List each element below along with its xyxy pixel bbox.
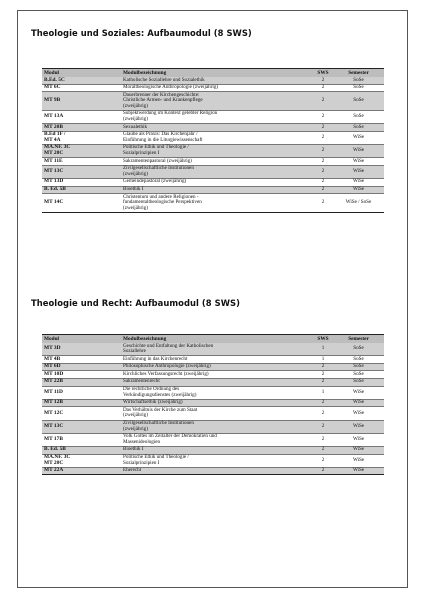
module-code-line: MT 11E — [44, 157, 63, 164]
module-semester: WiSe — [333, 144, 384, 157]
table-row — [42, 433, 384, 446]
module-name-line: Bioethik I — [123, 186, 144, 192]
module-name — [121, 165, 313, 178]
module-code — [42, 343, 121, 356]
table-row — [42, 467, 384, 475]
module-sws: 2 — [313, 454, 333, 467]
module-code-line: B. Ed. 5B — [44, 186, 66, 192]
module-name-line: Zivilgesellschaftliche Institutionen — [123, 165, 194, 172]
module-code — [42, 420, 121, 433]
module-code-line: MT 20B — [44, 123, 63, 130]
module-semester: WiSe — [333, 386, 384, 399]
module-code-line: MT 3D — [44, 345, 61, 352]
module-name-line: Geschichte und Entfaltung der Katholischen — [123, 342, 214, 349]
module-code — [42, 378, 121, 386]
module-name — [121, 84, 313, 92]
module-name-line: (zweijährig) — [123, 412, 148, 419]
module-sws: 2 — [313, 186, 333, 194]
module-sws: 2 — [313, 407, 333, 420]
table-header-row — [42, 335, 384, 344]
module-code — [42, 110, 121, 123]
section-theologie-soziales — [31, 28, 392, 211]
table-row — [42, 178, 384, 186]
module-semester: WiSe — [333, 420, 384, 433]
module-code — [42, 433, 121, 446]
module-code — [42, 77, 121, 84]
module-name-line: Philosophische Anthropologie (zweijährig) — [123, 363, 211, 370]
header-modulbezeichnung: Modulbezeichnung — [121, 69, 313, 78]
module-semester: WiSe — [333, 131, 384, 144]
header-semester: Semester — [333, 69, 384, 78]
module-name-line: Christliche Armen- und Krankenpflege — [123, 97, 203, 104]
module-sws: 2 — [313, 194, 333, 213]
module-name-line: Moraltheologische Anthropologie (zweijährig) — [123, 84, 219, 91]
module-name — [121, 144, 313, 157]
module-semester: SoSe — [333, 356, 384, 364]
module-sws: 1 — [313, 386, 333, 399]
module-code — [42, 84, 121, 92]
module-code-line: MT 22B — [44, 378, 63, 385]
module-semester: WiSe — [333, 454, 384, 467]
module-code — [42, 407, 121, 420]
module-sws: 2 — [313, 378, 333, 386]
module-name-line: Subjektwerdung im Kontext gelebter Religion — [123, 110, 218, 117]
module-name — [121, 92, 313, 111]
module-sws: 2 — [313, 131, 333, 144]
table-row — [42, 110, 384, 123]
module-code-line: MT 10D — [44, 370, 64, 377]
module-name — [121, 371, 313, 379]
module-semester: SoSe — [333, 110, 384, 123]
module-name-line: Sozialprinzipien I — [123, 459, 160, 466]
module-semester: WiSe — [333, 467, 384, 475]
module-name-line: Bioethik I — [123, 446, 144, 453]
table-row — [42, 378, 384, 386]
module-name-line: (zweijährig) — [123, 204, 148, 211]
module-sws: 2 — [313, 420, 333, 433]
module-name-line: Glaube als Praxis: Das Kirchenjahr / — [123, 131, 198, 138]
header-sws: SWS — [313, 69, 333, 78]
module-code-line: MT 11D — [44, 388, 63, 395]
module-sws: 2 — [313, 124, 333, 132]
table-row — [42, 371, 384, 379]
module-code-line: MA.NF. 3C — [44, 454, 71, 460]
module-code-line: MT 20C — [44, 459, 64, 466]
module-name — [121, 407, 313, 420]
module-name-line: Einführung in das Kirchenrecht — [123, 355, 188, 362]
module-sws: 2 — [313, 92, 333, 111]
module-name-line: Gemeindepastoral (zweijährig) — [123, 178, 187, 185]
module-name-line: fundamentaltheologische Perspektiven — [123, 199, 202, 206]
module-sws: 2 — [313, 178, 333, 186]
module-name-line: Einführung in die Liturgiewissenschaft — [123, 136, 203, 143]
module-code — [42, 144, 121, 157]
module-sws: 2 — [313, 144, 333, 157]
module-name-line: Eherecht — [123, 467, 142, 474]
module-name-line: Massenideologien — [123, 438, 161, 445]
module-semester: SoSe — [333, 77, 384, 84]
module-name — [121, 378, 313, 386]
module-semester: WiSe — [333, 186, 384, 194]
module-code — [42, 371, 121, 379]
module-name-line: Sakramentenrecht — [123, 378, 160, 385]
module-code — [42, 446, 121, 454]
module-code-line: MT 17B — [44, 436, 63, 443]
module-semester: SoSe — [333, 378, 384, 386]
module-code-line: MT 12C — [44, 409, 64, 416]
module-code — [42, 178, 121, 186]
module-name — [121, 363, 313, 371]
module-code-line: B. Ed. 5B — [44, 446, 66, 453]
table-row — [42, 386, 384, 399]
module-name — [121, 467, 313, 475]
module-code-line: MT 13A — [44, 113, 64, 120]
module-sws: 2 — [313, 446, 333, 454]
module-code-line: MT 12B — [44, 399, 63, 406]
module-semester: WiSe — [333, 407, 384, 420]
table-row — [42, 144, 384, 157]
module-sws: 2 — [313, 84, 333, 92]
module-sws: 2 — [313, 399, 333, 407]
module-sws: 1 — [313, 343, 333, 356]
module-name — [121, 420, 313, 433]
module-semester: WiSe — [333, 433, 384, 446]
module-semester: WiSe — [333, 178, 384, 186]
module-code-line: MT 6D — [44, 363, 61, 370]
module-name — [121, 110, 313, 123]
table-row — [42, 420, 384, 433]
module-name-line: Die rechtliche Ordnung des — [123, 386, 180, 393]
module-semester: SoSe — [333, 84, 384, 92]
module-code — [42, 386, 121, 399]
module-name-line: Sozialprinzipien I — [123, 150, 160, 157]
module-table — [42, 68, 384, 213]
module-name — [121, 446, 313, 454]
module-code — [42, 158, 121, 166]
module-sws: 2 — [313, 77, 333, 84]
module-name-line: Sexualethik — [123, 123, 148, 130]
table-row — [42, 84, 384, 92]
module-name — [121, 399, 313, 407]
module-sws: 2 — [313, 371, 333, 379]
table-row — [42, 124, 384, 132]
module-sws: 2 — [313, 158, 333, 166]
table-row — [42, 446, 384, 454]
table-header-row — [42, 69, 384, 78]
header-modulbezeichnung: Modulbezeichnung — [121, 335, 313, 344]
module-code — [42, 165, 121, 178]
table-row — [42, 356, 384, 364]
module-code-line: MT 22A — [44, 467, 64, 474]
module-code-line: MT 14C — [44, 199, 64, 206]
module-name-line: Das Verhältnis der Kirche zum Staat — [123, 406, 198, 413]
table-row — [42, 131, 384, 144]
module-semester: SoSe — [333, 343, 384, 356]
module-semester: WiSe — [333, 158, 384, 166]
module-semester: SoSe — [333, 371, 384, 379]
module-name-line: Katholische Soziallehre und Sozialethik — [123, 76, 205, 83]
module-code — [42, 467, 121, 475]
module-code-line: MT 6C — [44, 84, 61, 91]
module-sws: 2 — [313, 363, 333, 371]
module-semester: WiSe — [333, 399, 384, 407]
header-modul: Modul — [42, 335, 121, 344]
module-semester: WiSe — [333, 165, 384, 178]
header-semester: Semester — [333, 335, 384, 344]
module-code-line: MT 13C — [44, 168, 64, 175]
module-code-line: MT 13D — [44, 178, 64, 185]
module-code — [42, 194, 121, 213]
section-title: Theologie und Soziales: Aufbaumodul (8 SWS) — [31, 28, 252, 38]
header-sws: SWS — [313, 335, 333, 344]
module-name — [121, 124, 313, 132]
module-code — [42, 454, 121, 467]
module-code-line: MT 4B — [44, 355, 61, 362]
module-semester: SoSe — [333, 92, 384, 111]
module-name-line: Dauerbrenner der Kirchengeschichte: — [123, 91, 200, 98]
module-name-line: Sakramentenpastoral (zweijährig) — [123, 157, 192, 164]
module-name-line: (zweijährig) — [123, 425, 148, 432]
module-sws: 2 — [313, 467, 333, 475]
module-code-line: MT 13C — [44, 422, 64, 429]
module-name-line: Christentum und andere Religionen - — [123, 193, 199, 200]
table-row — [42, 407, 384, 420]
section-title: Theologie und Recht: Aufbaumodul (8 SWS) — [31, 298, 240, 308]
table-row — [42, 186, 384, 194]
module-code — [42, 124, 121, 132]
module-semester: SoSe — [333, 124, 384, 132]
module-name-line: (zweijährig) — [123, 102, 148, 109]
table-row — [42, 363, 384, 371]
module-name-line: Zivilgesellschaftliche Institutionen — [123, 420, 194, 427]
module-name-line: (zweijährig) — [123, 170, 148, 177]
module-code — [42, 356, 121, 364]
table-row — [42, 454, 384, 467]
module-code — [42, 399, 121, 407]
module-sws: 2 — [313, 110, 333, 123]
module-code-line: MT 4A — [44, 136, 61, 143]
module-name-line: Verkündigungsdienstes (zweijährig) — [123, 391, 197, 398]
table-row — [42, 165, 384, 178]
table-row — [42, 158, 384, 166]
module-name — [121, 454, 313, 467]
module-semester: WiSe / SoSe — [333, 194, 384, 213]
module-name — [121, 178, 313, 186]
module-code — [42, 92, 121, 111]
section-theologie-recht — [31, 298, 392, 474]
module-code-line: MT 20C — [44, 150, 64, 157]
module-semester: SoSe — [333, 363, 384, 371]
module-code-line: MA.NF. 3C — [44, 144, 71, 151]
table-row — [42, 399, 384, 407]
module-name-line: Wirtschaftsethik (zweijährig) — [123, 399, 183, 406]
table-body — [42, 77, 384, 212]
module-name — [121, 131, 313, 144]
module-name-line: (zweijährig) — [123, 116, 148, 123]
module-name — [121, 433, 313, 446]
table-row — [42, 194, 384, 213]
header-modul: Modul — [42, 69, 121, 78]
module-code-line: MT 9B — [44, 97, 61, 104]
module-sws: 2 — [313, 433, 333, 446]
module-semester: WiSe — [333, 446, 384, 454]
module-name — [121, 343, 313, 356]
table-row — [42, 343, 384, 356]
module-code — [42, 186, 121, 194]
table-body — [42, 343, 384, 475]
module-name-line: Kirchliches Verfassungsrecht (zweijährig) — [123, 370, 209, 377]
module-code — [42, 131, 121, 144]
module-name-line: Politische Ethik und Theologie / — [123, 144, 189, 151]
module-name — [121, 186, 313, 194]
module-name — [121, 194, 313, 213]
module-code — [42, 363, 121, 371]
table-row — [42, 92, 384, 111]
module-name-line: Volk Gottes im Zeitalter der Demokratien und — [123, 433, 217, 440]
module-sws: 2 — [313, 165, 333, 178]
module-sws: 1 — [313, 356, 333, 364]
module-name-line: Politische Ethik und Theologie / — [123, 454, 189, 460]
module-table — [42, 334, 384, 475]
module-code-line: B.Ed 1F / — [44, 131, 66, 138]
module-name — [121, 386, 313, 399]
module-code-line: B.Ed. 5C — [44, 76, 65, 83]
module-name-line: Soziallehre — [123, 348, 146, 355]
